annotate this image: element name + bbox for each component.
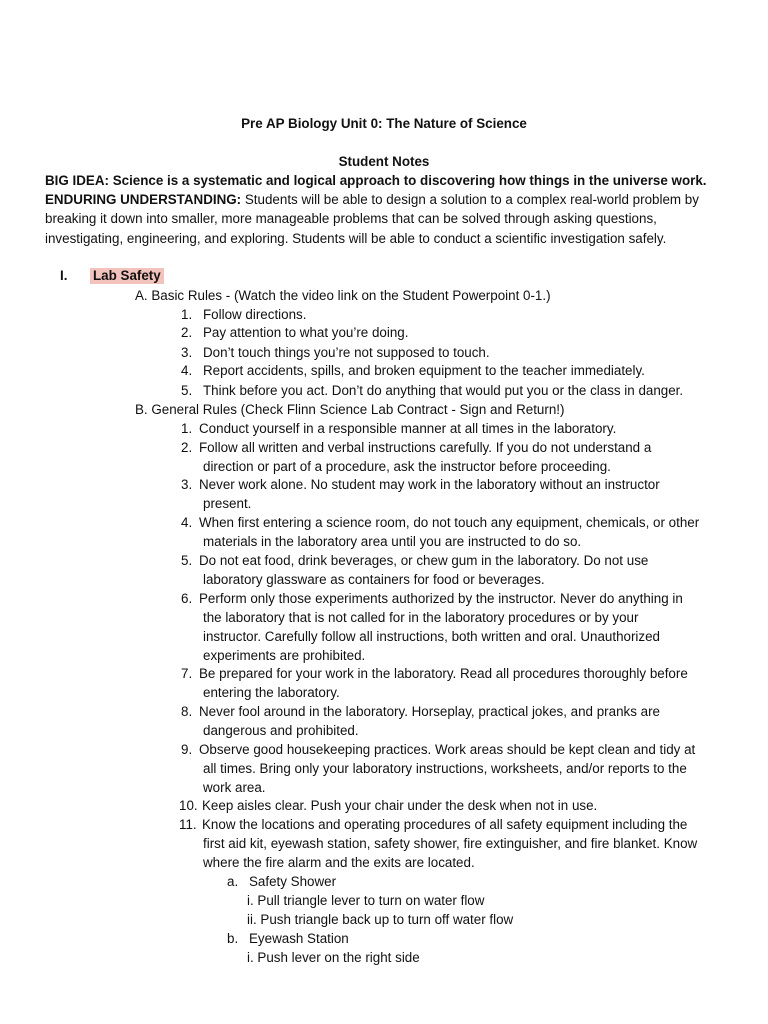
general-rule-number: 5.	[181, 553, 193, 568]
general-rule-continuation: present.	[203, 495, 252, 511]
basic-rules-heading: A. Basic Rules - (Watch the video link on the Student Powerpoint 0-1.)	[135, 288, 551, 303]
document-subtitle: Student Notes	[338, 154, 430, 169]
general-rule-number: 10.	[179, 798, 198, 813]
general-rule-text: Conduct yourself in a responsible manner at all times in the laboratory.	[199, 421, 617, 436]
general-rule-continuation: where the fire alarm and the exits are located.	[203, 854, 475, 870]
general-rule-text: Never fool around in the laboratory. Horseplay, practical jokes, and pranks are	[199, 704, 660, 719]
general-rule-text: Know the locations and operating procedures of all safety equipment including the	[202, 817, 688, 832]
basic-rule-number: 1.	[181, 307, 193, 322]
basic-rule-text: Report accidents, spills, and broken equipment to the teacher immediately.	[203, 363, 645, 378]
general-rule-continuation: experiments are prohibited.	[203, 647, 366, 663]
big-idea: BIG IDEA: Science is a systematic and logical approach to discovering how things in the universe work.	[45, 173, 707, 188]
general-rule-continuation: first aid kit, eyewash station, safety shower, fire extinguisher, and fire blanket. Know	[203, 835, 698, 851]
equipment-step: i. Pull triangle lever to turn on water flow	[247, 893, 485, 908]
equipment-step: ii. Push triangle back up to turn off water flow	[247, 912, 514, 927]
general-rule-number: 2.	[181, 440, 193, 455]
general-rule-number: 1.	[181, 421, 193, 436]
general-rule-text: Keep aisles clear. Push your chair under the desk when not in use.	[202, 798, 598, 813]
general-rule-number: 11.	[179, 817, 197, 832]
section-number: I.	[60, 268, 68, 283]
basic-rule-text: Pay attention to what you’re doing.	[203, 325, 409, 340]
enduring-understanding-line-1: ENDURING UNDERSTANDING: Students will be able to design a solution to a complex real-world problem by	[45, 192, 699, 207]
general-rule-continuation: entering the laboratory.	[203, 684, 340, 700]
section-title: Lab Safety	[90, 266, 164, 285]
general-rule-text: Never work alone. No student may work in the laboratory without an instructor	[199, 477, 660, 492]
general-rule-text: Observe good housekeeping practices. Work areas should be kept clean and tidy at	[199, 742, 696, 757]
enduring-understanding-line-3: investigating, engineering, and exploring. Students will be able to conduct a scientific investigation safely.	[45, 231, 667, 246]
general-rule-text: Perform only those experiments authorized by the instructor. Never do anything in	[199, 591, 683, 606]
general-rule-continuation: laboratory glassware as containers for food or beverages.	[203, 571, 545, 587]
general-rule-continuation: instructor. Carefully follow all instructions, both written and oral. Unauthorized	[203, 628, 660, 644]
basic-rule-text: Think before you act. Don’t do anything that would put you or the class in danger.	[203, 383, 684, 398]
general-rule-continuation: direction or part of a procedure, ask the instructor before proceeding.	[203, 458, 611, 474]
document-title: Pre AP Biology Unit 0: The Nature of Science	[241, 116, 527, 131]
general-rule-number: 3.	[181, 477, 193, 492]
equipment-title: Eyewash Station	[249, 931, 349, 946]
general-rule-number: 9.	[181, 742, 193, 757]
general-rule-text: Be prepared for your work in the laboratory. Read all procedures thoroughly before	[199, 666, 688, 681]
basic-rule-text: Follow directions.	[203, 307, 307, 322]
equipment-letter: a.	[227, 874, 239, 889]
general-rule-text: When first entering a science room, do not touch any equipment, chemicals, or other	[199, 515, 700, 530]
basic-rule-number: 4.	[181, 363, 193, 378]
equipment-step: i. Push lever on the right side	[247, 950, 420, 965]
equipment-letter: b.	[227, 931, 239, 946]
basic-rule-text: Don’t touch things you’re not supposed to touch.	[203, 345, 490, 360]
general-rule-number: 4.	[181, 515, 193, 530]
basic-rule-number: 2.	[181, 325, 193, 340]
general-rules-heading: B. General Rules (Check Flinn Science Lab Contract - Sign and Return!)	[135, 402, 565, 417]
general-rule-continuation: materials in the laboratory area until you are instructed to do so.	[203, 533, 582, 549]
equipment-title: Safety Shower	[249, 874, 337, 889]
enduring-understanding-line-2: breaking it down into smaller, more manageable problems that can be solved through asking questions,	[45, 211, 657, 226]
general-rule-text: Follow all written and verbal instructions carefully. If you do not understand a	[199, 440, 652, 455]
general-rule-number: 7.	[181, 666, 193, 681]
general-rule-continuation: dangerous and prohibited.	[203, 722, 359, 738]
enduring-understanding-label: ENDURING UNDERSTANDING:	[45, 192, 242, 207]
basic-rule-number: 5.	[181, 383, 193, 398]
general-rule-continuation: all times. Bring only your laboratory instructions, worksheets, and/or reports to the	[203, 760, 687, 776]
general-rule-continuation: work area.	[203, 779, 266, 795]
general-rule-continuation: the laboratory that is not called for in the laboratory procedures or by your	[203, 609, 639, 625]
basic-rule-number: 3.	[181, 345, 193, 360]
general-rule-number: 6.	[181, 591, 193, 606]
general-rule-text: Do not eat food, drink beverages, or chew gum in the laboratory. Do not use	[199, 553, 649, 568]
general-rule-number: 8.	[181, 704, 193, 719]
